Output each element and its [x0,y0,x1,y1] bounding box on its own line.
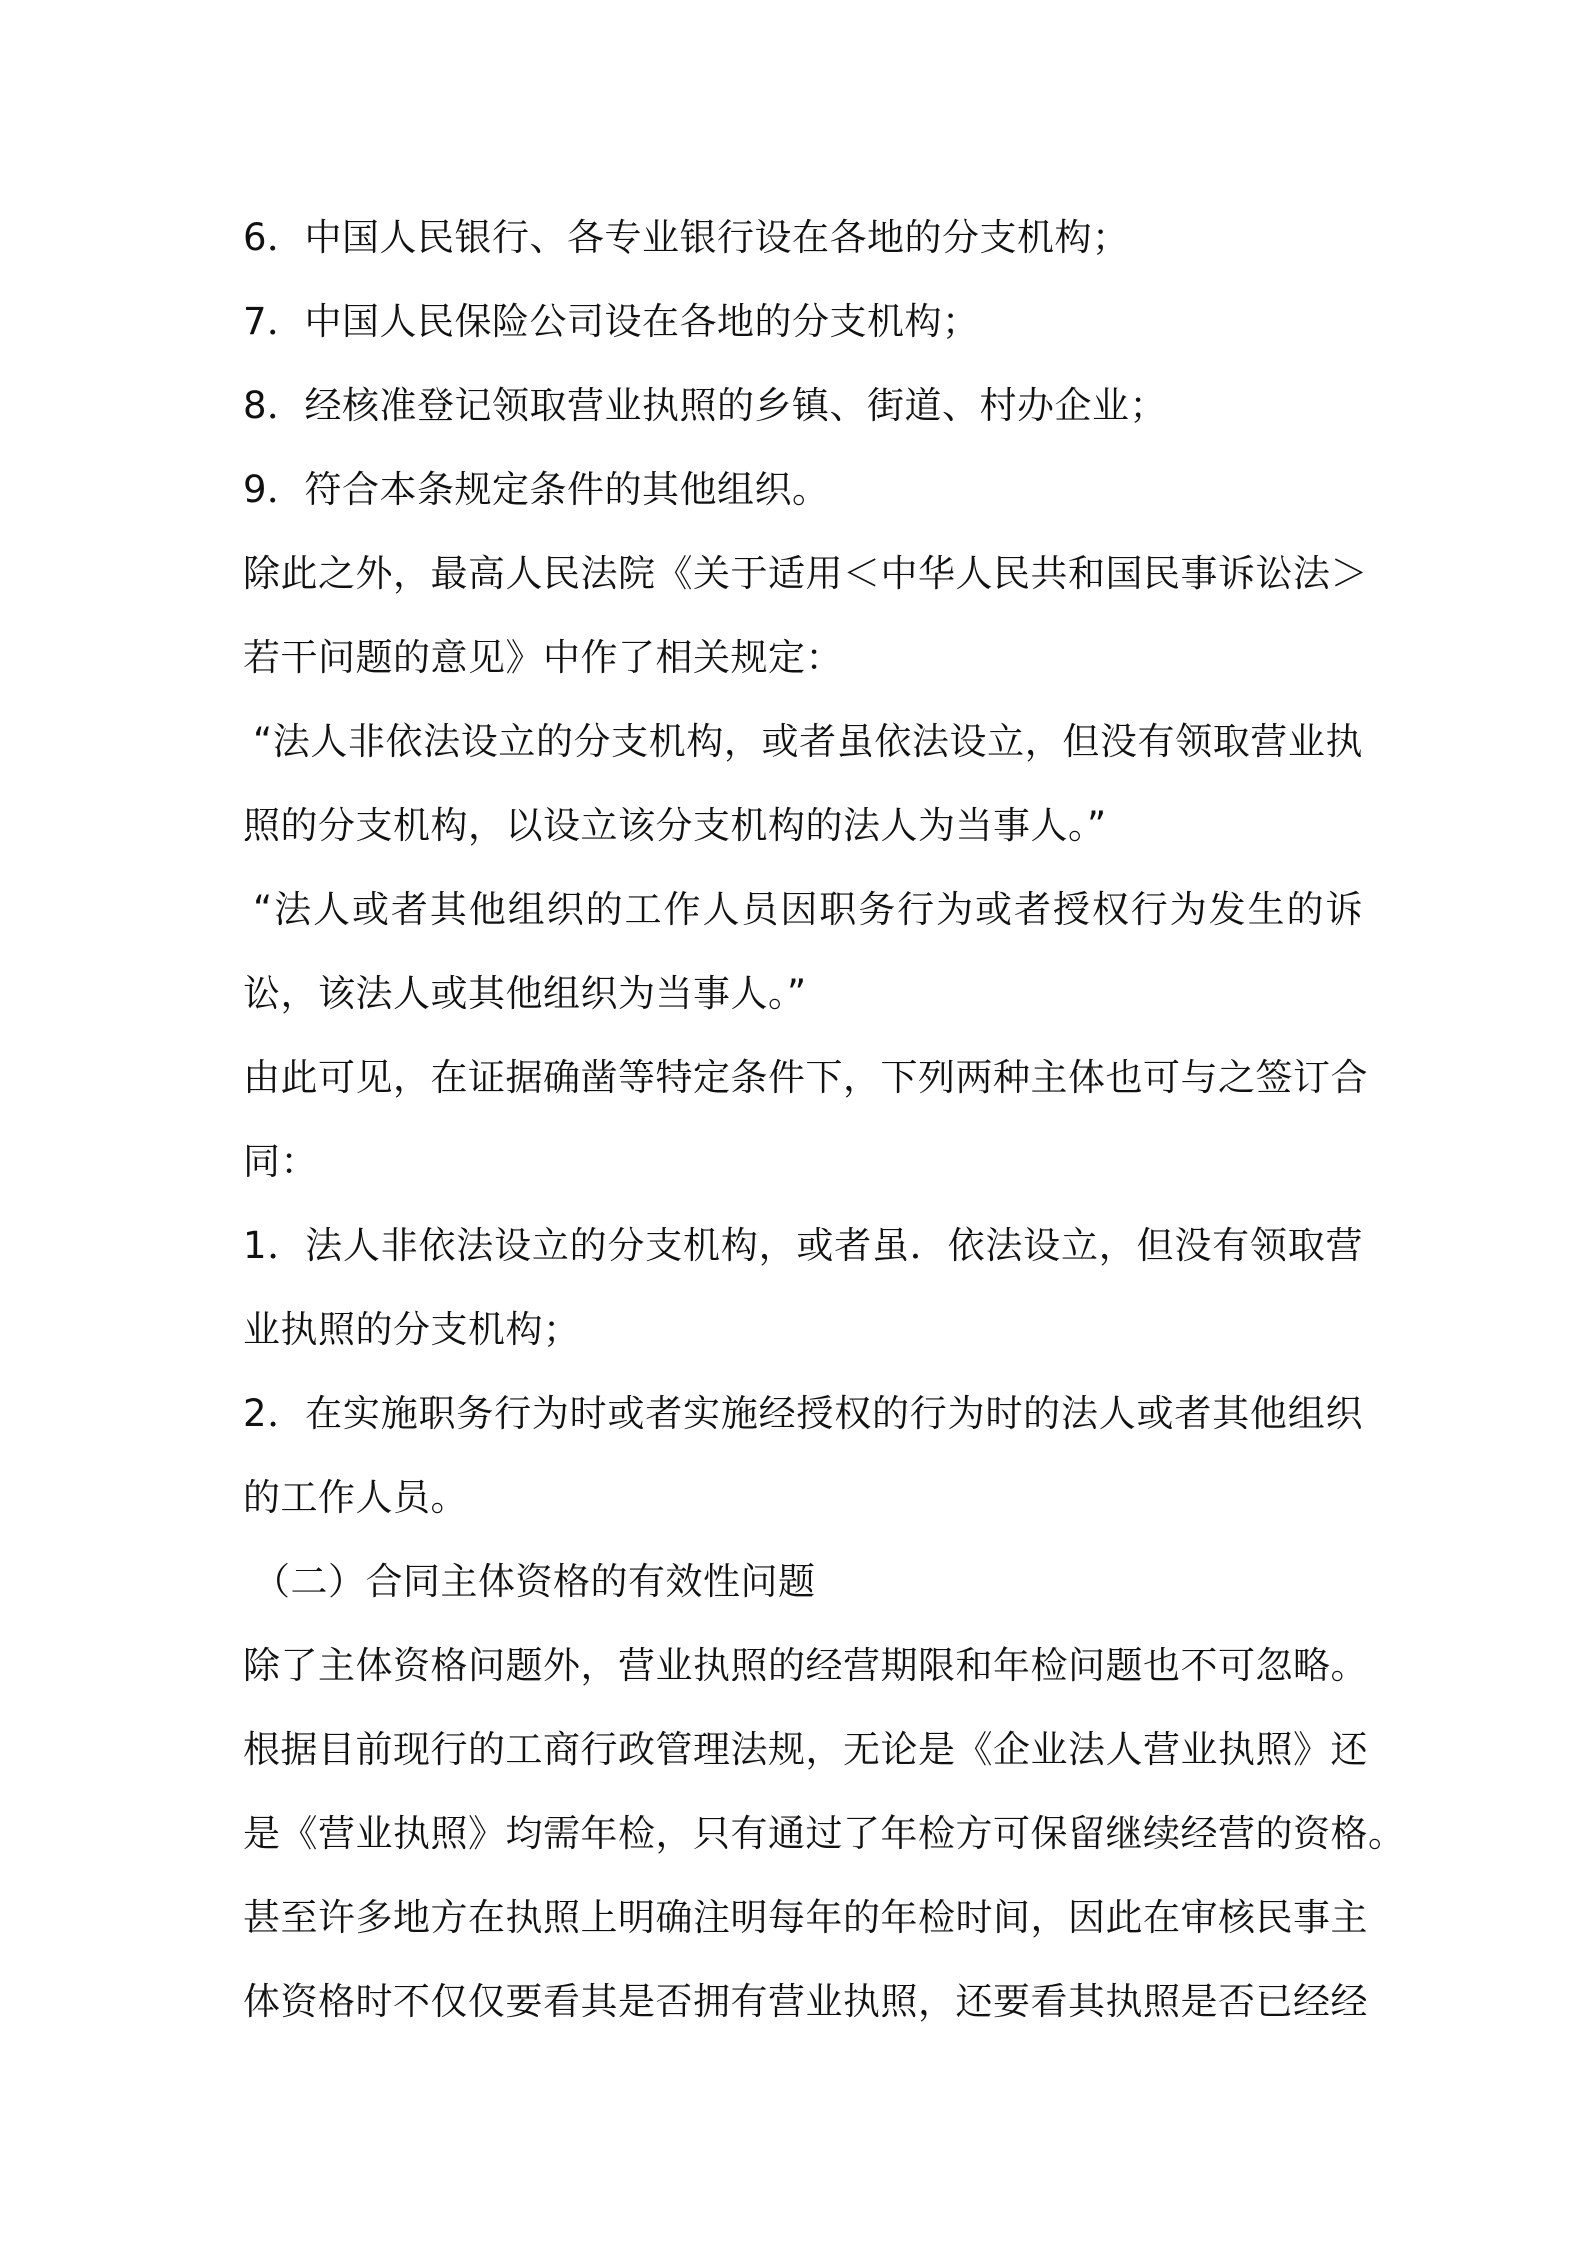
list-item-9: 9．符合本条规定条件的其他组织。 [243,468,830,511]
paragraph-line: 甚至许多地方在执照上明确注明每年的年检时间，因此在审核民事主 [243,1896,1368,1939]
list-item-2-cont: 的工作人员。 [243,1476,468,1519]
list-item-7: 7．中国人民保险公司设在各地的分支机构； [243,300,980,343]
quote-line: 照的分支机构，以设立该分支机构的法人为当事人。” [243,804,1107,847]
section-heading: （二）合同主体资格的有效性问题 [253,1560,816,1603]
paragraph-line: 若干问题的意见》中作了相关规定： [243,636,843,679]
list-item-2: 2．在实施职务行为时或者实施经授权的行为时的法人或者其他组织 [243,1392,1363,1435]
list-item-1: 1．法人非依法设立的分支机构，或者虽．依法设立，但没有领取营 [243,1224,1363,1267]
paragraph-line: 除此之外，最高人民法院《关于适用＜中华人民共和国民事诉讼法＞ [243,552,1368,595]
paragraph-line: 是《营业执照》均需年检，只有通过了年检方可保留继续经营的资格。 [243,1812,1406,1855]
paragraph-line: 体资格时不仅仅要看其是否拥有营业执照，还要看其执照是否已经经 [243,1980,1368,2023]
list-item-8: 8．经核准登记领取营业执照的乡镇、街道、村办企业； [243,384,1168,427]
paragraph-line: 由此可见，在证据确凿等特定条件下，下列两种主体也可与之签订合 [243,1056,1368,1099]
quote-line: “法人或者其他组织的工作人员因职务行为或者授权行为发生的诉 [253,888,1363,931]
list-item-1-cont: 业执照的分支机构； [243,1308,581,1351]
paragraph-line: 除了主体资格问题外，营业执照的经营期限和年检问题也不可忽略。 [243,1644,1368,1687]
quote-line: 讼，该法人或其他组织为当事人。” [243,972,807,1015]
quote-line: “法人非依法设立的分支机构，或者虽依法设立，但没有领取营业执 [253,720,1363,763]
paragraph-line: 同： [243,1140,318,1183]
document-body [243,196,1406,2044]
paragraph-line: 根据目前现行的工商行政管理法规，无论是《企业法人营业执照》还 [243,1728,1368,1771]
list-item-6: 6．中国人民银行、各专业银行设在各地的分支机构； [243,216,1130,259]
